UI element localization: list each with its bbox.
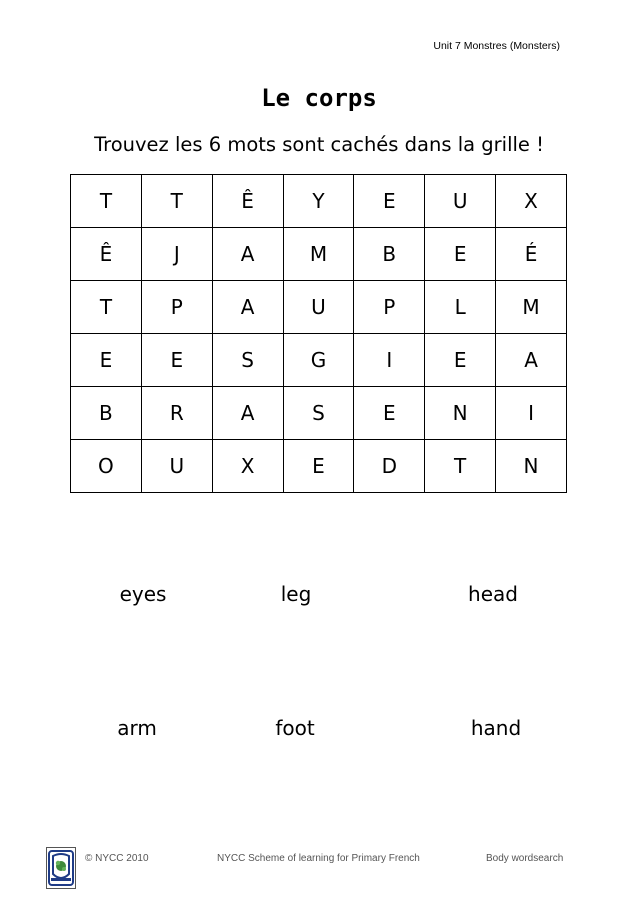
footer-doc-name: Body wordsearch xyxy=(486,853,564,864)
grid-cell: S xyxy=(283,387,354,440)
grid-cell: M xyxy=(496,281,567,334)
grid-cell: B xyxy=(71,387,142,440)
grid-cell: I xyxy=(354,334,425,387)
grid-cell: B xyxy=(354,228,425,281)
grid-cell: J xyxy=(141,228,212,281)
grid-cell: U xyxy=(283,281,354,334)
grid-cell: É xyxy=(496,228,567,281)
grid-cell: A xyxy=(212,281,283,334)
grid-row xyxy=(71,228,567,281)
grid-row xyxy=(71,334,567,387)
grid-cell: X xyxy=(496,175,567,228)
grid-row xyxy=(71,281,567,334)
grid-cell: A xyxy=(496,334,567,387)
grid-cell: U xyxy=(425,175,496,228)
grid-cell: D xyxy=(354,440,425,493)
grid-cell: I xyxy=(496,387,567,440)
grid-cell: E xyxy=(283,440,354,493)
grid-cell: N xyxy=(425,387,496,440)
grid-cell: Y xyxy=(283,175,354,228)
grid-cell: S xyxy=(212,334,283,387)
grid-cell: E xyxy=(425,228,496,281)
grid-cell: L xyxy=(425,281,496,334)
grid-row xyxy=(71,175,567,228)
grid-cell: E xyxy=(354,175,425,228)
word-clue: hand xyxy=(470,716,522,740)
grid-cell: P xyxy=(354,281,425,334)
nycc-logo-icon xyxy=(46,847,76,889)
grid-cell: A xyxy=(212,387,283,440)
grid-cell: R xyxy=(141,387,212,440)
grid-cell: E xyxy=(425,334,496,387)
word-clue: arm xyxy=(117,716,157,740)
grid-cell: T xyxy=(141,175,212,228)
grid-cell: G xyxy=(283,334,354,387)
word-clue: leg xyxy=(280,582,312,606)
grid-cell: T xyxy=(425,440,496,493)
wordsearch-grid xyxy=(70,174,567,493)
page-title: Le corps xyxy=(261,84,377,112)
grid-cell: E xyxy=(141,334,212,387)
grid-cell: O xyxy=(71,440,142,493)
grid-cell: X xyxy=(212,440,283,493)
grid-cell: E xyxy=(354,387,425,440)
word-clue: head xyxy=(468,582,518,606)
grid-cell: T xyxy=(71,281,142,334)
footer-scheme: NYCC Scheme of learning for Primary French xyxy=(217,853,420,864)
grid-cell: A xyxy=(212,228,283,281)
unit-header: Unit 7 Monstres (Monsters) xyxy=(433,40,560,52)
grid-row xyxy=(71,387,567,440)
grid-cell: Ê xyxy=(212,175,283,228)
grid-cell: M xyxy=(283,228,354,281)
footer-copyright: © NYCC 2010 xyxy=(85,853,149,864)
word-clue: eyes xyxy=(119,582,167,606)
grid-cell: U xyxy=(141,440,212,493)
grid-cell: E xyxy=(71,334,142,387)
instruction-text: Trouvez les 6 mots sont cachés dans la grille ! xyxy=(94,133,544,156)
page-footer xyxy=(0,847,638,887)
grid-cell: P xyxy=(141,281,212,334)
grid-cell: Ê xyxy=(71,228,142,281)
grid-cell: N xyxy=(496,440,567,493)
grid-row xyxy=(71,440,567,493)
grid-cell: T xyxy=(71,175,142,228)
word-clue: foot xyxy=(275,716,315,740)
